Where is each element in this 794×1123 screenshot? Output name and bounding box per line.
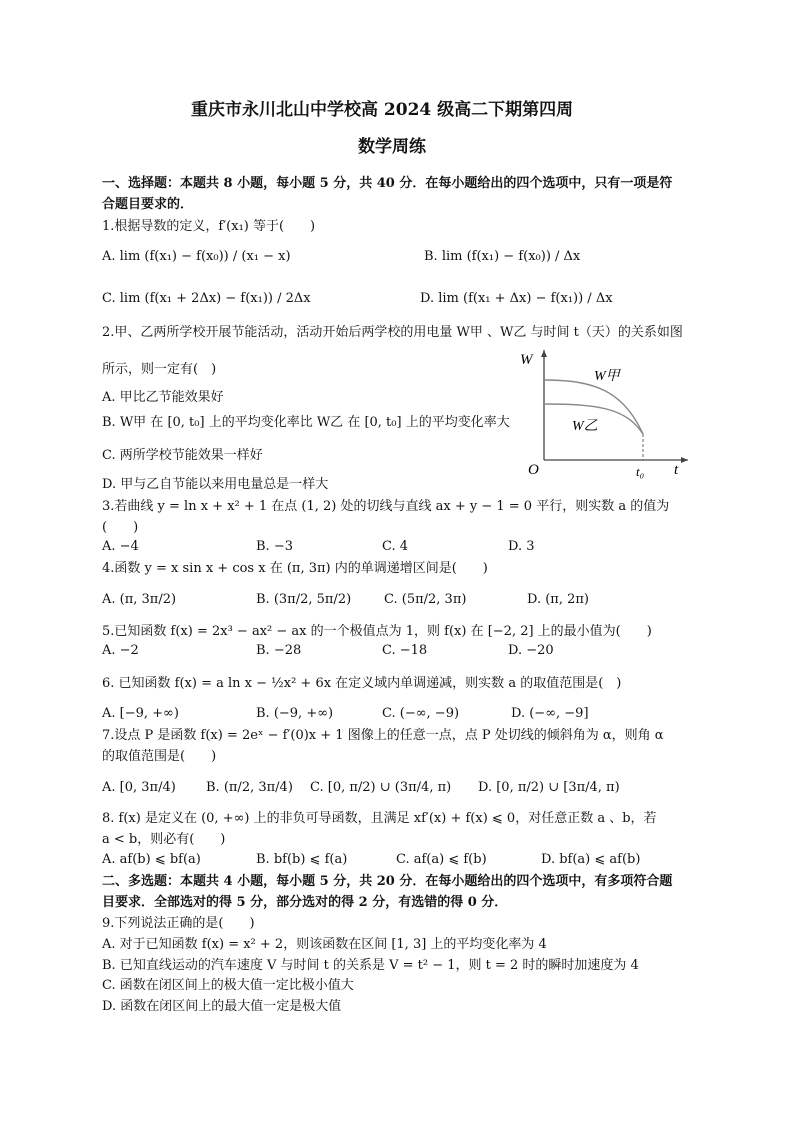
section1-heading-line1: 一、选择题：本题共 8 小题，每小题 5 分，共 40 分．在每小题给出的四个选项中，只有一项是符 <box>102 176 673 191</box>
q8-option-b: B. bf(b) ⩽ f(a) <box>256 852 348 867</box>
q8-option-c: C. af(a) ⩽ f(b) <box>396 852 487 867</box>
q1-option-a: A. lim (f(x₁) − f(x₀)) / (x₁ − x) <box>102 249 291 264</box>
q5-option-b: B. −28 <box>256 643 302 658</box>
graph-t-arrow <box>681 457 688 463</box>
q9-option-c: C. 函数在闭区间上的极大值一定比极小值大 <box>102 978 354 993</box>
q2-option-a: A. 甲比乙节能效果好 <box>102 390 224 405</box>
q3-stem-line2: ( ) <box>102 520 139 535</box>
q9-stem: 9.下列说法正确的是( ) <box>102 916 255 931</box>
graph-w-arrow <box>541 350 547 357</box>
section2-heading-line2: 目要求．全部选对的得 5 分，部分选对的得 2 分，有选错的得 0 分． <box>102 895 508 910</box>
q3-option-b: B. −3 <box>256 539 293 554</box>
q6-option-d: D. (−∞, −9] <box>511 706 589 721</box>
q3-option-c: C. 4 <box>382 539 409 554</box>
q1-stem: 1.根据导数的定义，f′(x₁) 等于( ) <box>102 219 316 234</box>
page-title: 重庆市永川北山中学校高 2024 级高二下期第四周 <box>191 100 574 120</box>
q2-stem-line2: 所示，则一定有( ) <box>102 362 217 377</box>
q4-option-d: D. (π, 2π) <box>527 592 589 607</box>
q7-option-a: A. [0, 3π/4) <box>102 780 176 795</box>
q4-option-c: C. (5π/2, 3π) <box>384 592 467 607</box>
q5-option-d: D. −20 <box>508 643 554 658</box>
q3-stem-line1: 3.若曲线 y = ln x + x² + 1 在点 (1, 2) 处的切线与直线 ax + y − 1 = 0 平行，则实数 a 的值为 <box>102 499 670 514</box>
q8-stem-line1: 8. f(x) 是定义在 (0, +∞) 上的非负可导函数，且满足 xf′(x) + f(x) ⩽ 0，对任意正数 a 、b，若 <box>102 811 657 826</box>
graph-label-w-jia: W甲 <box>594 369 620 384</box>
section2-heading-line1: 二、多选题：本题共 4 小题，每小题 5 分，共 20 分．在每小题给出的四个选项中，有多项符合题 <box>102 874 673 889</box>
q7-option-c: C. [0, π/2) ∪ (3π/4, π) <box>310 780 452 795</box>
q6-option-a: A. [−9, +∞) <box>102 706 179 721</box>
q9-option-d: D. 函数在闭区间上的最大值一定是极大值 <box>102 999 342 1014</box>
q2-option-b: B. W甲 在 [0, t₀] 上的平均变化率比 W乙 在 [0, t₀] 上的平均变化率大 <box>102 415 510 430</box>
graph-label-t0: t₀ <box>636 464 645 479</box>
q2-option-c: C. 两所学校节能效果一样好 <box>102 448 263 463</box>
graph-label-w: W <box>520 352 533 368</box>
q5-option-a: A. −2 <box>102 643 139 658</box>
q1-option-b: B. lim (f(x₁) − f(x₀)) / Δx <box>424 249 581 264</box>
q3-option-d: D. 3 <box>508 539 535 554</box>
section1-heading-line2: 合题目要求的． <box>102 197 194 212</box>
q5-option-c: C. −18 <box>382 643 428 658</box>
q7-option-b: B. (π/2, 3π/4) <box>206 780 293 795</box>
graph-label-t: t <box>674 462 679 478</box>
q6-stem: 6. 已知函数 f(x) = a ln x − ½x² + 6x 在定义域内单调递减，则实数 a 的取值范围是( ) <box>102 676 622 691</box>
q4-stem: 4.函数 y = x sin x + cos x 在 (π, 3π) 内的单调递增区间是( ) <box>102 561 488 576</box>
q5-stem: 5.已知函数 f(x) = 2x³ − ax² − ax 的一个极值点为 1，则 f(x) 在 [−2, 2] 上的最小值为( ) <box>102 624 652 639</box>
q2-energy-graph <box>498 342 698 492</box>
q8-option-d: D. bf(a) ⩽ af(b) <box>541 852 641 867</box>
q6-option-b: B. (−9, +∞) <box>256 706 334 721</box>
page-subtitle: 数学周练 <box>358 137 426 157</box>
q4-option-a: A. (π, 3π/2) <box>102 592 177 607</box>
q7-stem-line1: 7.设点 P 是函数 f(x) = 2eˣ − f′(0)x + 1 图像上的任意一点，点 P 处切线的倾斜角为 α，则角 α <box>102 728 664 743</box>
q1-option-c: C. lim (f(x₁ + 2Δx) − f(x₁)) / 2Δx <box>102 291 311 306</box>
q7-option-d: D. [0, π/2) ∪ [3π/4, π) <box>478 780 620 795</box>
q1-option-d: D. lim (f(x₁ + Δx) − f(x₁)) / Δx <box>420 291 613 306</box>
q8-stem-line2: a < b，则必有( ) <box>102 832 226 847</box>
q9-option-b: B. 已知直线运动的汽车速度 V 与时间 t 的关系是 V = t² − 1，则 t = 2 时的瞬时加速度为 4 <box>102 958 639 973</box>
q7-stem-line2: 的取值范围是( ) <box>102 749 217 764</box>
q3-option-a: A. −4 <box>102 539 139 554</box>
q4-option-b: B. (3π/2, 5π/2) <box>256 592 352 607</box>
graph-label-origin: O <box>528 462 539 478</box>
q2-option-d: D. 甲与乙自节能以来用电量总是一样大 <box>102 477 329 492</box>
q8-option-a: A. af(b) ⩽ bf(a) <box>102 852 201 867</box>
q9-option-a: A. 对于已知函数 f(x) = x² + 2，则该函数在区间 [1, 3] 上的平均变化率为 4 <box>102 937 547 952</box>
q2-stem-line1: 2.甲、乙两所学校开展节能活动，活动开始后两学校的用电量 W甲 、W乙 与时间 t（天）的关系如图 <box>102 325 683 340</box>
q6-option-c: C. (−∞, −9) <box>382 706 460 721</box>
graph-label-w-yi: W乙 <box>572 419 598 434</box>
